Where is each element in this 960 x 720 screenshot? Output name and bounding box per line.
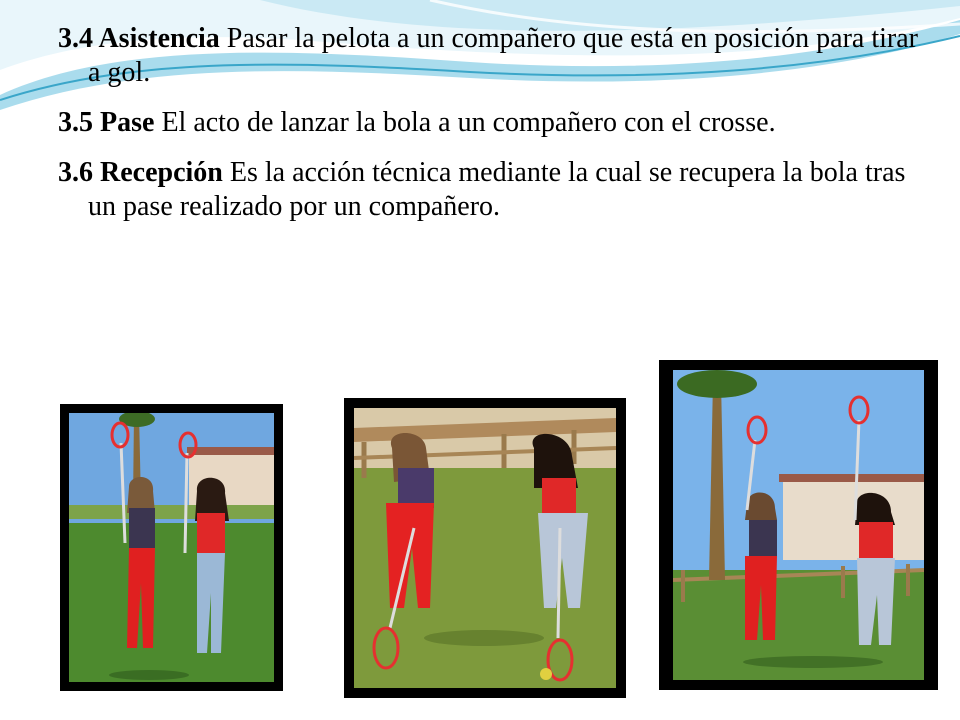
term-asistencia: 3.4 Asistencia <box>58 23 220 54</box>
definition-text-asistencia: Pasar la pelota a un compañero que está en posición para tirar a gol. <box>88 23 918 88</box>
photo-pass-pose <box>344 398 626 698</box>
term-recepcion: 3.6 Recepción <box>58 157 223 188</box>
definition-recepcion <box>58 156 918 224</box>
definition-text-pase: El acto de lanzar la bola a un compañero con el crosse. <box>154 107 776 138</box>
photo-reception-pose <box>659 360 938 690</box>
term-pase: 3.5 Pase <box>58 107 155 138</box>
definition-pase <box>58 106 918 140</box>
definition-asistencia <box>58 22 918 90</box>
photo-2-scene <box>354 408 616 688</box>
definitions-list <box>58 22 918 240</box>
definition-text-recepcion: Es la acción técnica mediante la cual se recupera la bola tras un pase realizado por un compañero. <box>88 157 906 222</box>
photo-3-scene <box>673 370 924 680</box>
photo-1-scene <box>69 413 274 682</box>
photo-assist-pose <box>60 404 283 691</box>
